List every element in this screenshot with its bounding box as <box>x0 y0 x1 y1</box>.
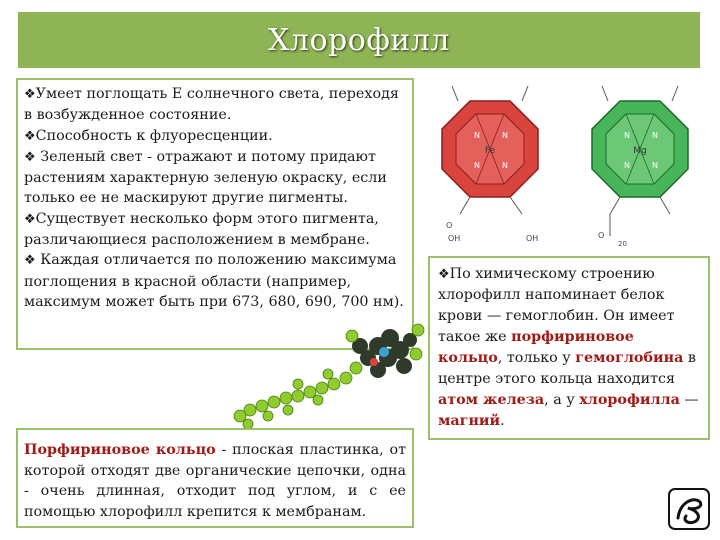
title-bar <box>18 12 700 68</box>
svg-text:OH: OH <box>448 234 461 243</box>
chlorophyll-3d-model <box>228 318 428 436</box>
svg-text:N: N <box>652 161 658 170</box>
svg-text:Fe: Fe <box>484 146 496 156</box>
chlorophyll-molecule <box>592 86 688 248</box>
bullet-icon: ❖ <box>438 267 450 282</box>
structure-paragraph: ❖По химическому строению хлорофилл напоминает белок крови — гемоглобин. Он имеет такое же порфириновое кольцо, только у гемоглобина в центре этого кольца находится атом железа, а у хлорофилла — магний. <box>438 266 699 429</box>
logo-icon <box>668 488 710 530</box>
svg-text:N: N <box>474 161 480 170</box>
svg-text:OH: OH <box>526 234 539 243</box>
property-3: ❖ Зеленый свет - отражают и потому придают растениям характерную зеленую окраску, если только ее не маскируют другие пигменты. <box>24 148 387 207</box>
svg-text:N: N <box>624 161 630 170</box>
svg-text:O: O <box>598 231 605 240</box>
porphyrin-description: - плоская пластинка, от которой отходят две органические цепочки, одна - очень длинная, отходит под углом, и с ее помощью хлорофилл крепится к мембранам. <box>24 442 407 520</box>
bullet-icon: ❖ <box>24 149 36 165</box>
porphyrin-box <box>16 428 414 528</box>
property-2: ❖Способность к флуоресценции. <box>24 127 273 144</box>
bullet-icon: ❖ <box>24 87 36 102</box>
svg-text:N: N <box>474 131 480 140</box>
porphyrin-term: Порфириновое кольцо <box>24 442 216 458</box>
svg-text:20: 20 <box>618 240 627 248</box>
svg-text:N: N <box>502 131 508 140</box>
svg-text:O: O <box>446 221 453 230</box>
svg-text:N: N <box>624 131 630 140</box>
svg-text:N: N <box>502 161 508 170</box>
bullet-icon: ❖ <box>24 211 36 227</box>
structure-box <box>428 256 710 440</box>
slide-title: Хлорофилл <box>268 22 450 58</box>
svg-text:N: N <box>652 131 658 140</box>
property-1: ❖Умеет поглощать Е солнечного света, переходя в возбужденное состояние. <box>24 86 399 124</box>
heme-molecule <box>442 86 538 243</box>
molecule-diagram <box>430 76 710 248</box>
properties-box <box>16 78 414 350</box>
bullet-icon: ❖ <box>24 253 36 269</box>
bullet-icon: ❖ <box>24 128 36 144</box>
property-5: ❖ Каждая отличается по положению максимума поглощения в красной области (например, максимум может быть при 673, 680, 690, 700 нм). <box>24 252 404 310</box>
property-4: ❖Существует несколько форм этого пигмента, различающиеся расположением в мембране. <box>24 210 379 249</box>
svg-text:Mg: Mg <box>633 146 647 156</box>
